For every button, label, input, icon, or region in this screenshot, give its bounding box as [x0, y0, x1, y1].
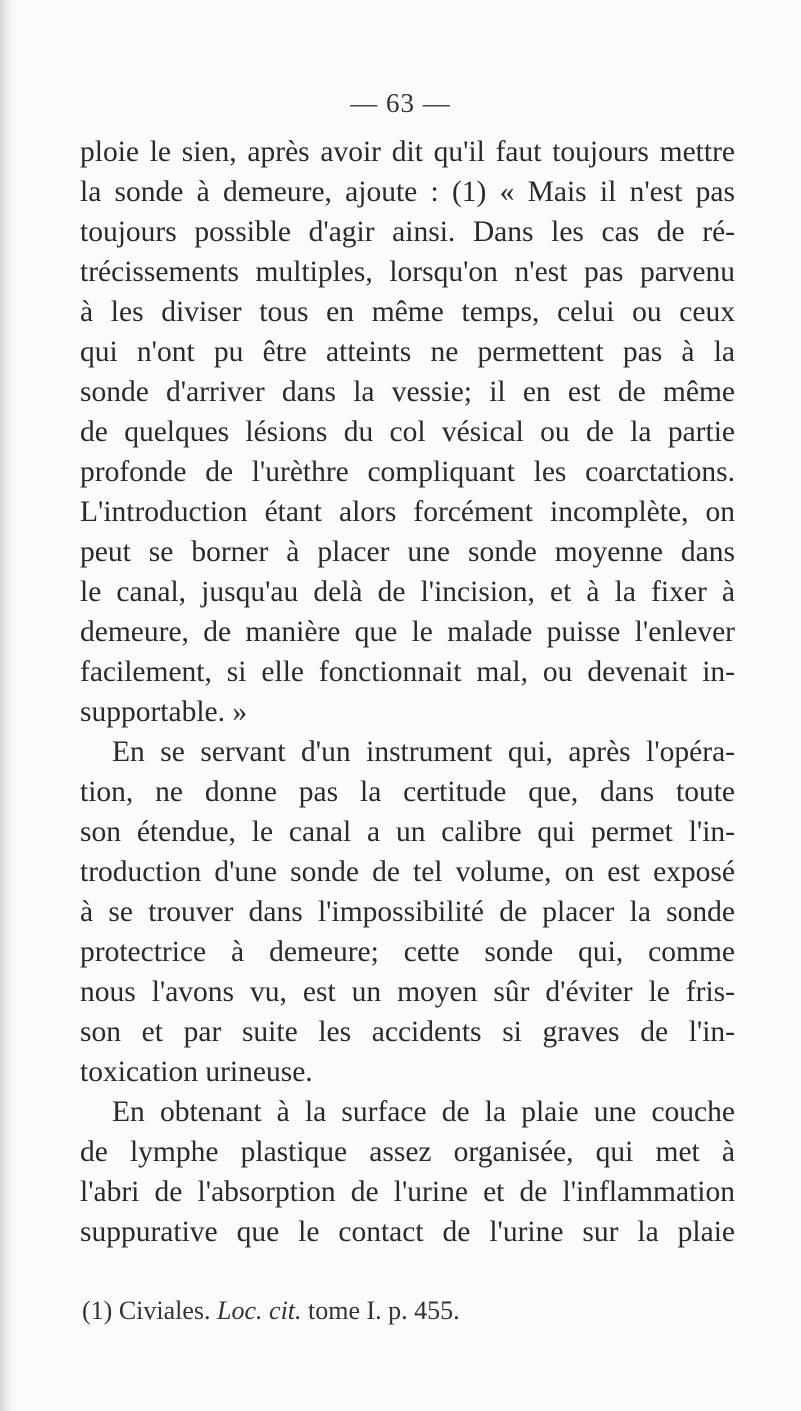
- text-line: qui n'ont pu être atteints ne permettent pas à la: [80, 336, 735, 368]
- text-line: En se servant d'un instrument qui, après l'opéra-: [112, 736, 735, 768]
- text-line: troduction d'une sonde de tel volume, on est exposé: [80, 856, 735, 888]
- text-line: toxication urineuse.: [80, 1056, 313, 1088]
- text-line: En obtenant à la surface de la plaie une couche: [112, 1096, 735, 1128]
- text-line: nous l'avons vu, est un moyen sûr d'éviter le fris-: [80, 976, 735, 1008]
- text-line: suppurative que le contact de l'urine sur la plaie: [80, 1216, 735, 1248]
- text-line: supportable. »: [80, 696, 248, 728]
- footnote-citation: Loc. cit.: [217, 1296, 302, 1325]
- text-line: l'abri de l'absorption de l'urine et de l'inflammation: [80, 1176, 735, 1208]
- text-line: son et par suite les accidents si graves de l'in-: [80, 1016, 735, 1048]
- text-line: ploie le sien, après avoir dit qu'il faut toujours mettre: [80, 136, 735, 168]
- text-line: facilement, si elle fonctionnait mal, ou devenait in-: [80, 656, 735, 688]
- text-line: la sonde à demeure, ajoute : (1) « Mais il n'est pas: [80, 176, 735, 208]
- page-binding-shadow: [0, 0, 14, 1411]
- body-text: [80, 132, 735, 1252]
- text-line: L'introduction étant alors forcément incomplète, on: [80, 496, 735, 528]
- text-line: à se trouver dans l'impossibilité de placer la sonde: [80, 896, 735, 928]
- text-line: le canal, jusqu'au delà de l'incision, et à la fixer à: [80, 576, 735, 608]
- footnote: [82, 1294, 722, 1328]
- text-line: toujours possible d'agir ainsi. Dans les cas de ré-: [80, 216, 735, 248]
- text-line: son étendue, le canal a un calibre qui permet l'in-: [80, 816, 735, 848]
- text-line: protectrice à demeure; cette sonde qui, comme: [80, 936, 735, 968]
- text-line: de quelques lésions du col vésical ou de la partie: [80, 416, 735, 448]
- text-line: demeure, de manière que le malade puisse l'enlever: [80, 616, 735, 648]
- text-line: tion, ne donne pas la certitude que, dans toute: [80, 776, 735, 808]
- footnote-reference: tome I. p. 455.: [308, 1296, 460, 1325]
- text-line: profonde de l'urèthre compliquant les coarctations.: [80, 456, 735, 488]
- text-line: trécissements multiples, lorsqu'on n'est pas parvenu: [80, 256, 735, 288]
- footnote-marker: (1) Civiales.: [82, 1296, 211, 1325]
- page-number: — 63 —: [350, 88, 451, 118]
- text-line: de lymphe plastique assez organisée, qui met à: [80, 1136, 735, 1168]
- text-line: peut se borner à placer une sonde moyenne dans: [80, 536, 735, 568]
- text-line: sonde d'arriver dans la vessie; il en est de même: [80, 376, 735, 408]
- text-line: à les diviser tous en même temps, celui ou ceux: [80, 296, 735, 328]
